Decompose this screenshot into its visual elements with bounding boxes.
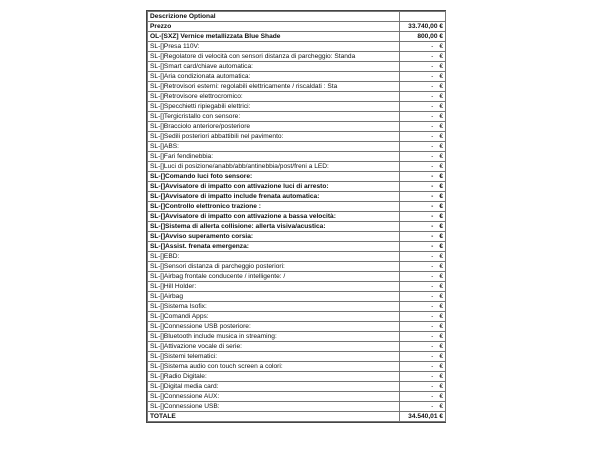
item-value [400,382,446,392]
item-value [400,252,446,262]
item-currency: € [439,103,443,110]
item-currency: € [439,63,443,70]
item-currency: € [439,223,443,230]
item-value [400,402,446,412]
item-dash: - [431,333,434,340]
item-value [400,352,446,362]
item-dash: - [431,83,434,90]
item-currency: € [439,53,443,60]
item-currency: € [439,143,443,150]
item-currency: € [439,233,443,240]
item-dash: - [431,43,434,50]
table-row [148,132,446,142]
table-row [148,252,446,262]
item-value [400,162,446,172]
item-currency: € [439,383,443,390]
item-dash: - [431,323,434,330]
item-currency: € [439,263,443,270]
item-value [400,132,446,142]
item-label: SL-[]Presa 110V: [148,42,400,52]
price-label: Prezzo [148,22,400,32]
item-dash: - [431,163,434,170]
item-value [400,82,446,92]
optional-price-sheet [146,10,446,423]
table-row [148,152,446,162]
table-row [148,212,446,222]
item-label: SL-[]ABS: [148,142,400,152]
table-row [148,382,446,392]
item-currency: € [439,193,443,200]
item-value [400,142,446,152]
item-dash: - [431,293,434,300]
item-currency: € [439,243,443,250]
item-label: SL-[]Digital media card: [148,382,400,392]
main-option-row [148,32,446,42]
item-label: SL-[]Sistemi telematici: [148,352,400,362]
item-dash: - [431,353,434,360]
item-dash: - [431,133,434,140]
item-label: SL-[]Bluetooth include musica in streaming: [148,332,400,342]
item-dash: - [431,213,434,220]
item-value [400,72,446,82]
table-row [148,232,446,242]
item-dash: - [431,103,434,110]
item-label: SL-[]Avvisatore di impatto include frenata automatica: [148,192,400,202]
item-label: SL-[]Sensori distanza di parcheggio posteriori: [148,262,400,272]
item-currency: € [439,73,443,80]
table-row [148,392,446,402]
item-currency: € [439,123,443,130]
item-currency: € [439,183,443,190]
item-label: SL-[]Retrovisori esterni: regolabili elettricamente / riscaldati : Sta [148,82,400,92]
item-value [400,232,446,242]
item-dash: - [431,73,434,80]
item-dash: - [431,53,434,60]
item-dash: - [431,273,434,280]
item-dash: - [431,313,434,320]
item-value [400,152,446,162]
item-dash: - [431,243,434,250]
item-currency: € [439,313,443,320]
table-row [148,292,446,302]
item-value [400,282,446,292]
item-dash: - [431,153,434,160]
item-currency: € [439,113,443,120]
optional-table [147,11,446,422]
item-currency: € [439,363,443,370]
main-option-value: 800,00 € [400,32,446,42]
item-currency: € [439,93,443,100]
item-dash: - [431,263,434,270]
item-value [400,42,446,52]
item-currency: € [439,333,443,340]
item-dash: - [431,63,434,70]
item-value [400,62,446,72]
table-row [148,402,446,412]
item-currency: € [439,273,443,280]
total-value: 34.540,01 € [400,412,446,422]
item-label: SL-[]Avviso superamento corsia: [148,232,400,242]
item-label: SL-[]Bracciolo anteriore/posteriore [148,122,400,132]
table-row [148,262,446,272]
table-row [148,142,446,152]
item-currency: € [439,253,443,260]
item-value [400,262,446,272]
table-row [148,372,446,382]
item-label: SL-[]Comandi Apps: [148,312,400,322]
item-label: SL-[]Sedili posteriori abbattibili nel pavimento: [148,132,400,142]
item-currency: € [439,323,443,330]
item-value [400,292,446,302]
item-dash: - [431,93,434,100]
item-value [400,302,446,312]
item-label: SL-[]Comando luci foto sensore: [148,172,400,182]
table-row [148,242,446,252]
item-label: SL-[]Connessione USB: [148,402,400,412]
item-dash: - [431,383,434,390]
item-label: SL-[]Hill Holder: [148,282,400,292]
item-value [400,172,446,182]
item-label: SL-[]Connessione AUX: [148,392,400,402]
item-value [400,52,446,62]
item-value [400,392,446,402]
table-row [148,92,446,102]
table-row [148,82,446,92]
item-dash: - [431,253,434,260]
item-value [400,192,446,202]
item-currency: € [439,173,443,180]
item-label: SL-[]Sistema audio con touch screen a colori: [148,362,400,372]
table-row [148,302,446,312]
table-row [148,312,446,322]
table-row [148,342,446,352]
item-dash: - [431,223,434,230]
item-label: SL-[]Radio Digitale: [148,372,400,382]
price-value: 33.740,00 € [400,22,446,32]
item-label: SL-[]EBD: [148,252,400,262]
item-currency: € [439,303,443,310]
table-row [148,42,446,52]
table-row [148,172,446,182]
table-row [148,332,446,342]
item-value [400,212,446,222]
item-label: SL-[]Smart card/chiave automatica: [148,62,400,72]
table-row [148,362,446,372]
item-currency: € [439,283,443,290]
item-currency: € [439,353,443,360]
item-currency: € [439,393,443,400]
table-row [148,182,446,192]
item-value [400,182,446,192]
item-label: SL-[]Controllo elettronico trazione : [148,202,400,212]
item-label: SL-[]Retrovisore elettrocromico: [148,92,400,102]
item-currency: € [439,203,443,210]
item-currency: € [439,43,443,50]
item-value [400,122,446,132]
item-label: SL-[]Airbag frontale conducente / intelligente: / [148,272,400,282]
item-label: SL-[]Avvisatore di impatto con attivazione luci di arresto: [148,182,400,192]
price-row [148,22,446,32]
item-dash: - [431,233,434,240]
item-currency: € [439,373,443,380]
item-dash: - [431,403,434,410]
item-label: SL-[]Regolatore di velocità con sensori distanza di parcheggio: Standa [148,52,400,62]
table-row [148,122,446,132]
item-dash: - [431,183,434,190]
item-label: SL-[]Luci di posizione/anabb/abb/antinebbia/post/freni a LED: [148,162,400,172]
item-value [400,92,446,102]
item-value [400,342,446,352]
table-row [148,272,446,282]
table-row [148,52,446,62]
item-currency: € [439,133,443,140]
item-dash: - [431,203,434,210]
item-dash: - [431,143,434,150]
item-currency: € [439,163,443,170]
item-value [400,222,446,232]
table-row [148,102,446,112]
item-value [400,242,446,252]
table-row [148,202,446,212]
item-label: SL-[]Attivazione vocale di serie: [148,342,400,352]
item-currency: € [439,293,443,300]
item-label: SL-[]Specchietti ripiegabili elettrici: [148,102,400,112]
item-value [400,322,446,332]
item-dash: - [431,363,434,370]
item-dash: - [431,373,434,380]
item-label: SL-[]Tergicristallo con sensore: [148,112,400,122]
main-option-label: OL-[SXZ] Vernice metallizzata Blue Shade [148,32,400,42]
item-dash: - [431,283,434,290]
table-row [148,282,446,292]
table-row [148,112,446,122]
item-label: SL-[]Aria condizionata automatica: [148,72,400,82]
item-dash: - [431,113,434,120]
header-row [148,12,446,22]
item-label: SL-[]Assist. frenata emergenza: [148,242,400,252]
item-value [400,102,446,112]
item-currency: € [439,83,443,90]
item-dash: - [431,173,434,180]
header-label: Descrizione Optional [148,12,400,22]
table-row [148,322,446,332]
item-dash: - [431,393,434,400]
item-value [400,312,446,322]
item-value [400,372,446,382]
item-dash: - [431,343,434,350]
item-value [400,202,446,212]
table-row [148,162,446,172]
item-label: SL-[]Sistema di allerta collisione: allerta visiva/acustica: [148,222,400,232]
item-dash: - [431,303,434,310]
item-currency: € [439,213,443,220]
table-row [148,62,446,72]
item-currency: € [439,343,443,350]
table-row [148,222,446,232]
item-dash: - [431,123,434,130]
item-value [400,272,446,282]
total-label: TOTALE [148,412,400,422]
item-label: SL-[]Avvisatore di impatto con attivazione a bassa velocità: [148,212,400,222]
item-value [400,332,446,342]
table-row [148,352,446,362]
item-currency: € [439,403,443,410]
total-row [148,412,446,422]
item-label: SL-[]Connessione USB posteriore: [148,322,400,332]
item-label: SL-[]Airbag [148,292,400,302]
item-dash: - [431,193,434,200]
item-label: SL-[]Fari fendinebbia: [148,152,400,162]
table-row [148,192,446,202]
item-label: SL-[]Sistema Isofix: [148,302,400,312]
header-value-cell [400,12,446,22]
item-currency: € [439,153,443,160]
item-value [400,112,446,122]
item-value [400,362,446,372]
table-row [148,72,446,82]
